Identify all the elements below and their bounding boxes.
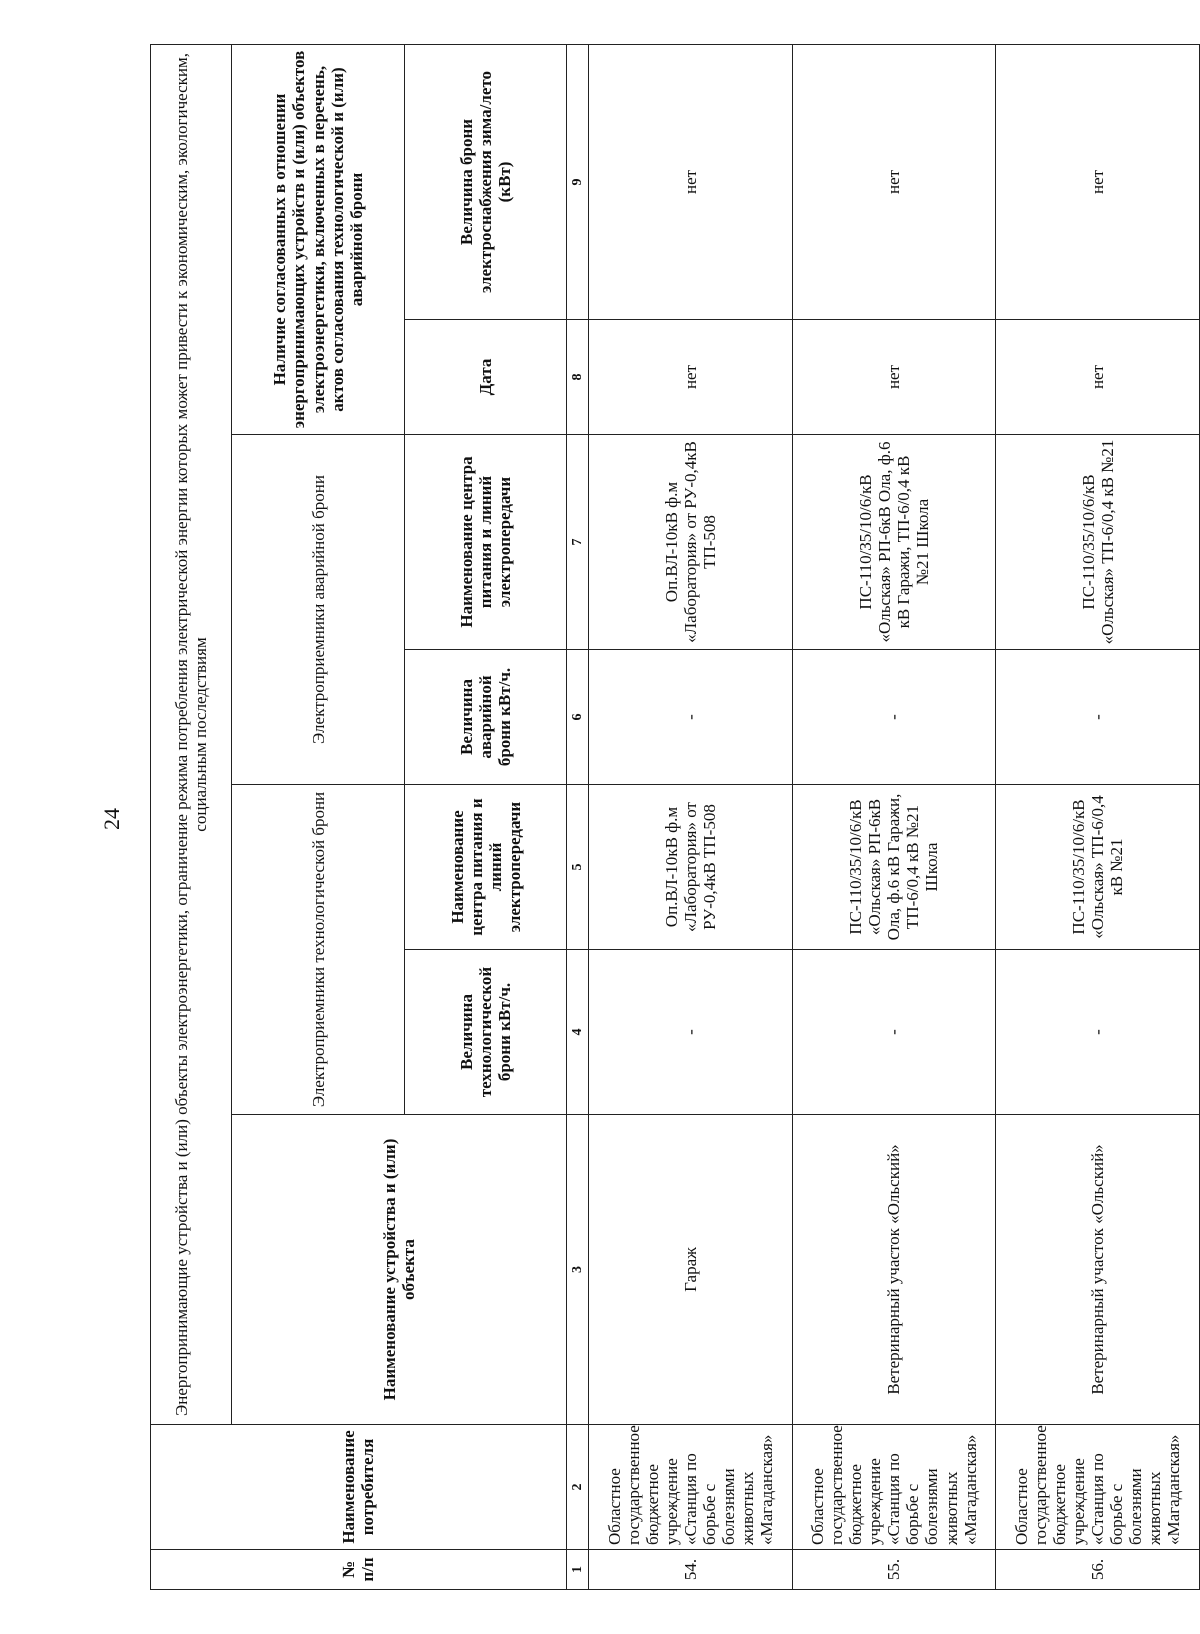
tech-reserve-value: - [996,950,1200,1115]
consumer-name: Областное государственное бюджетное учреждение «Станция по борьбе с болезнями животных «Магаданская» [588,1425,792,1550]
page-number: 24 [99,808,124,830]
header-consumer: Наименование потребителя [151,1425,567,1550]
emergency-power-center: ПС-110/35/10/6/кВ «Ольская» РП-6кВ Ола, ф.6 кВ Гаражи, ТП-6/0,4 кВ №21 Школа [792,435,996,650]
energy-reserve-table [150,44,1200,1590]
table-row [996,44,1200,1589]
act-date: нет [996,320,1200,435]
row-number: 56. [996,1550,1200,1590]
header-tech-group: Электроприемники технологической брони [231,785,404,1115]
tech-power-center: ПС-110/35/10/6/кВ «Ольская» РП-6кВ Ола, ф.6 кВ Гаражи, ТП-6/0,4 кВ №21 Школа [792,785,996,950]
header-date: Дата [405,320,567,435]
table-row [588,44,792,1589]
emergency-reserve-value: - [996,650,1200,785]
tech-reserve-value: - [588,950,792,1115]
header-reserve: Величина брони электроснабжения зима/лето (кВт) [405,44,567,319]
row-number: 55. [792,1550,996,1590]
header-number: № п/п [151,1550,567,1590]
emergency-reserve-value: - [588,650,792,785]
header-tech-center: Наименование центра питания и линий электропередачи [405,785,567,950]
reserve-amount: нет [588,44,792,319]
table-row [792,44,996,1589]
header-acts-group: Наличие согласованных в отношении энергопринимающих устройств и (или) объектов электроэнергетики, включенных в перечень, актов согласования технологической и (или) аварийной брони [231,44,404,434]
tech-reserve-value: - [792,950,996,1115]
act-date: нет [588,320,792,435]
consumer-name: Областное государственное бюджетное учреждение «Станция по борьбе с болезнями животных «Магаданская» [996,1425,1200,1550]
emergency-power-center: Оп.ВЛ-10кВ ф.м «Лаборатория» от РУ-0,4кВ ТП-508 [588,435,792,650]
header-emerg-center: Наименование центра питания и линий электропередачи [405,435,567,650]
emergency-power-center: ПС-110/35/10/6/кВ «Ольская» ТП-6/0,4 кВ №21 [996,435,1200,650]
row-number: 54. [588,1550,792,1590]
header-super-title: Энергопринимающие устройства и (или) объекты электроэнергетики, ограничение режима потребления электрической энергии которых может привести к экономическим, экологическим, социальным последствиям [151,44,232,1424]
column-number: 8 [566,320,588,435]
column-number: 3 [566,1115,588,1425]
tech-power-center: Оп.ВЛ-10кВ ф.м «Лаборатория» от РУ-0,4кВ ТП-508 [588,785,792,950]
object-name: Ветеринарный участок «Ольский» [996,1115,1200,1425]
header-tech-value: Величина технологической брони кВт/ч. [405,950,567,1115]
reserve-amount: нет [792,44,996,319]
header-emerg-group: Электроприемники аварийной брони [231,435,404,785]
emergency-reserve-value: - [792,650,996,785]
consumer-name: Областное государственное бюджетное учреждение «Станция по борьбе с болезнями животных «Магаданская» [792,1425,996,1550]
column-number: 5 [566,785,588,950]
tech-power-center: ПС-110/35/10/6/кВ «Ольская» ТП-6/0,4 кВ №21 [996,785,1200,950]
header-object: Наименование устройства и (или) объекта [231,1115,566,1425]
object-name: Ветеринарный участок «Ольский» [792,1115,996,1425]
column-number: 6 [566,650,588,785]
column-number: 9 [566,44,588,319]
object-name: Гараж [588,1115,792,1425]
rotated-table-container [150,45,1200,1590]
column-number: 1 [566,1550,588,1590]
column-number-row [566,44,588,1589]
header-emerg-value: Величина аварийной брони кВт/ч. [405,650,567,785]
reserve-amount: нет [996,44,1200,319]
column-number: 7 [566,435,588,650]
column-number: 4 [566,950,588,1115]
act-date: нет [792,320,996,435]
column-number: 2 [566,1425,588,1550]
